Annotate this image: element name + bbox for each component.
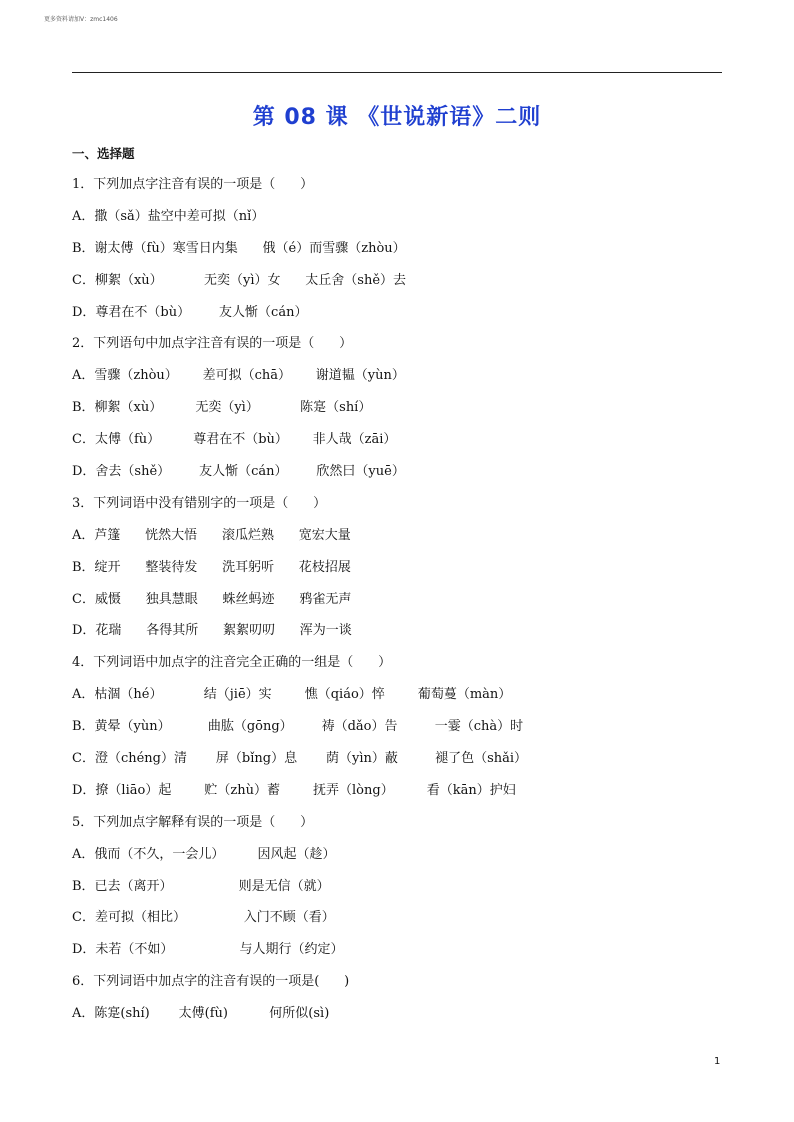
option-line: C．澄（chéng）清 屏（bǐng）息 荫（yìn）蔽 褪了色（shǎi） xyxy=(72,751,528,767)
option-line: A．芦篷 恍然大悟 滚瓜烂熟 宽宏大量 xyxy=(72,527,351,543)
question-line: 2．下列语句中加点字注音有误的一项是（ ） xyxy=(72,336,353,352)
question-line: 4．下列词语中加点字的注音完全正确的一组是（ ） xyxy=(72,655,392,671)
header-rule xyxy=(72,72,722,73)
question-line: 1．下列加点字注音有误的一项是（ ） xyxy=(72,177,314,192)
option-line: C．柳絮（xù） 无奕（yì）女 太丘舍（shě）去 xyxy=(72,272,407,288)
section-heading: 一、选择题 xyxy=(72,146,135,161)
option-line: D．未若（不如） 与人期行（约定） xyxy=(72,942,344,958)
option-line: A．撒（sǎ）盐空中差可拟（nǐ） xyxy=(72,208,265,224)
question-line: 3．下列词语中没有错别字的一项是（ ） xyxy=(72,495,327,511)
option-line: B．已去（离开） 则是无信（就） xyxy=(72,878,330,894)
option-line: C．威慑 独具慧眼 蛛丝蚂迹 鸦雀无声 xyxy=(72,591,352,607)
option-line: A．雪骤（zhòu） 差可拟（chā） 谢道韫（yùn） xyxy=(72,368,405,384)
option-line: A．枯涸（hé） 结（jiē）实 憔（qiáo）悴 葡萄蔓（màn） xyxy=(72,687,512,703)
option-line: B．绽开 整装待发 洗耳躬听 花枝招展 xyxy=(72,559,351,575)
option-line: B．黄晕（yùn） 曲肱（gōng） 祷（dǎo）告 一霎（chà）时 xyxy=(72,719,524,735)
option-line: D．舍去（shě） 友人惭（cán） 欣然曰（yuē） xyxy=(72,464,405,480)
option-line: B．柳絮（xù） 无奕（yì） 陈寔（shí） xyxy=(72,400,372,416)
option-line: D．撩（liāo）起 贮（zhù）蓄 抚弄（lòng） 看（kān）护妇 xyxy=(72,782,516,798)
option-line: D．花瑞 各得其所 絮絮叨叨 浑为一谈 xyxy=(72,623,352,639)
option-line: C．太傅（fù） 尊君在不（bù） 非人哉（zāi） xyxy=(72,432,397,448)
document-body xyxy=(72,138,722,1030)
header-note: 更多资料请加V：zmc1406 xyxy=(44,16,118,23)
option-line: D．尊君在不（bù） 友人惭（cán） xyxy=(72,304,308,320)
question-line: 6．下列词语中加点字的注音有误的一项是( ) xyxy=(72,974,350,990)
page-title: 第 08 课 《世说新语》二则 xyxy=(252,105,542,130)
option-line: A．陈寔(shí) 太傅(fù) 何所似(sì) xyxy=(72,1006,330,1022)
question-line: 5．下列加点字解释有误的一项是（ ） xyxy=(72,814,314,830)
option-line: A．俄而（不久，一会儿） 因风起（趁） xyxy=(72,846,336,862)
option-line: C．差可拟（相比） 入门不顾（看） xyxy=(72,910,335,926)
page-number: 1 xyxy=(714,1056,721,1067)
option-line: B．谢太傅（fù）寒雪日内集 俄（é）而雪骤（zhòu） xyxy=(72,240,406,256)
